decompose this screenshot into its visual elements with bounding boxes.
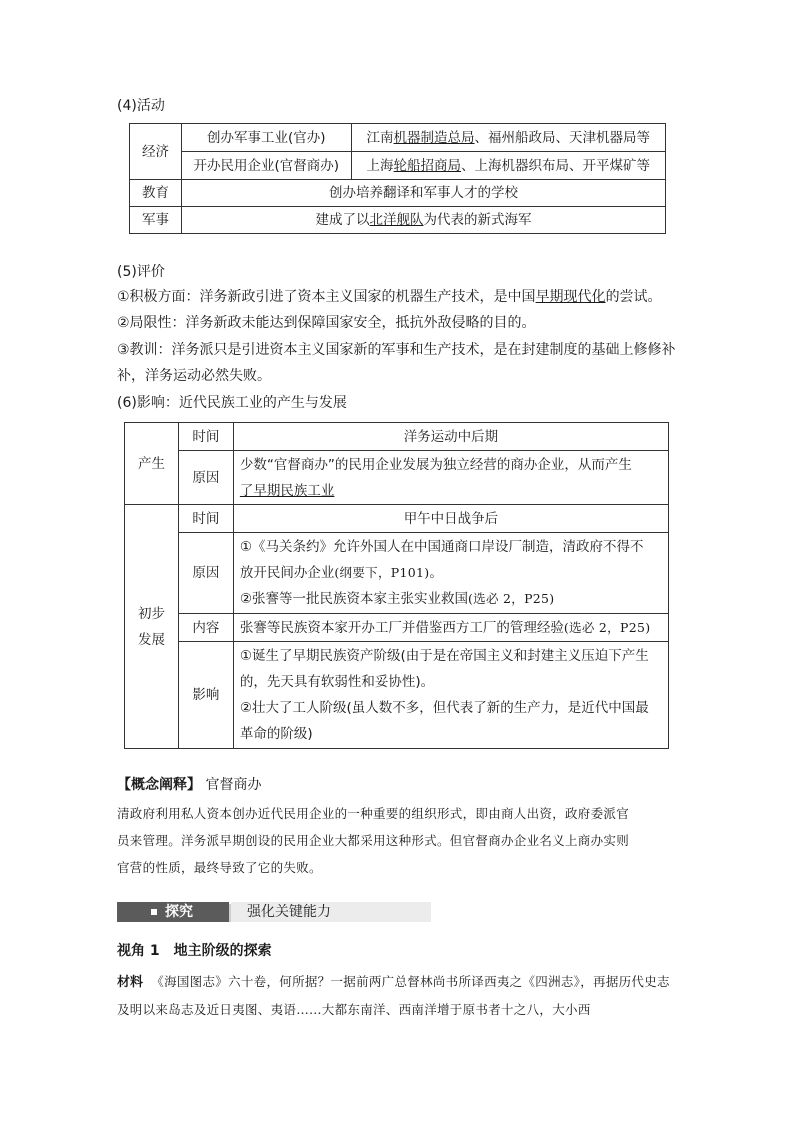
- view-1-heading: 视角 1 地主阶级的探索: [117, 943, 272, 959]
- development-content-label: 内容: [178, 614, 233, 642]
- military-industry-examples: 江南机器制造总局、福州船政局、天津机器局等: [351, 124, 665, 152]
- banner-explore: 探究: [165, 904, 193, 920]
- banner-square-icon: [151, 909, 157, 915]
- concept-label: 【概念阐释】: [117, 777, 201, 793]
- military-label: 军事: [130, 207, 182, 234]
- concept-term: 官督商办: [205, 777, 262, 793]
- development-label: [125, 505, 179, 749]
- education-label: 教育: [130, 180, 182, 207]
- national-industry-table: [124, 422, 669, 749]
- development-time-label: 时间: [178, 505, 233, 533]
- section-5-heading: (5)评价: [117, 264, 165, 280]
- concept-heading: [117, 775, 261, 795]
- education-text: 创办培养翻译和军事人才的学校: [181, 180, 665, 207]
- birth-reason: 少数“官督商办”的民用企业发展为独立经营的商办企业，从而产生 了早期民族工业: [233, 451, 668, 505]
- material-label: 材料: [117, 975, 144, 990]
- development-reason: ①《马关条约》允许外国人在中国通商口岸设厂制造，清政府不得不 放开民间办企业(纲要下，P101)。 ②张謇等一批民族资本家主张实业救国(选必 2，P25): [233, 533, 668, 614]
- activities-table: [129, 123, 666, 234]
- material-paragraph: [117, 968, 682, 1024]
- development-content: 张謇等民族资本家开办工厂并借鉴西方工厂的管理经验(选必 2，P25): [233, 614, 668, 642]
- development-reason-label: 原因: [178, 533, 233, 614]
- section-4-heading: (4)活动: [117, 98, 165, 114]
- birth-reason-label: 原因: [178, 451, 233, 505]
- birth-label: 产生: [125, 423, 179, 505]
- civil-industry-examples: 上海轮船招商局、上海机器织布局、开平煤矿等: [351, 152, 665, 180]
- concept-line-3: 官营的性质，最终导致了它的失败。: [117, 860, 322, 875]
- development-time: 甲午中日战争后: [233, 505, 668, 533]
- birth-time: 洋务运动中后期: [233, 423, 668, 451]
- evaluation-positive: ①积极方面：洋务新政引进了资本主义国家的机器生产技术，是中国早期现代化的尝试。: [117, 289, 662, 305]
- evaluation-lesson-line2: 补，洋务运动必然失败。: [117, 368, 271, 384]
- economy-label: 经济: [130, 124, 182, 180]
- development-label-text: 初步发展: [137, 605, 165, 648]
- section-6-heading: (6)影响：近代民族工业的产生与发展: [117, 395, 347, 411]
- evaluation-limitation: ②局限性：洋务新政未能达到保障国家安全，抵抗外敌侵略的目的。: [117, 315, 536, 331]
- section-banner: [117, 900, 432, 926]
- concept-line-1: 清政府利用私人资本创办近代民用企业的一种重要的组织形式，即由商人出资，政府委派官: [117, 806, 630, 821]
- civil-industry-cell: 开办民用企业(官督商办): [181, 152, 351, 180]
- birth-time-label: 时间: [178, 423, 233, 451]
- banner-key-ability: 强化关键能力: [247, 904, 331, 920]
- evaluation-lesson-line1: ③教训：洋务派只是引进资本主义国家新的军事和生产技术，是在封建制度的基础上修修补: [117, 342, 676, 358]
- impact-text: ①诞生了早期民族资产阶级(由于是在帝国主义和封建主义压迫下产生 的，先天具有软弱性和妥协性)。 ②壮大了工人阶级(虽人数不多，但代表了新的生产力，是近代中国最 革命的阶级): [233, 642, 668, 749]
- military-industry-cell: 创办军事工业(官办): [181, 124, 351, 152]
- military-text: 建成了以北洋舰队为代表的新式海军: [181, 207, 665, 234]
- concept-line-2: 员来管理。洋务派早期创设的民用企业大都采用这种形式。但官督商办企业名义上商办实则: [117, 833, 630, 848]
- impact-label: 影响: [178, 642, 233, 749]
- material-text: 《海国图志》六十卷，何所据？一据前两广总督林尚书所译西夷之《四洲志》，再据历代史志及明以来岛志及近日夷图、夷语……大都东南洋、西南洋增于原书者十之八，大小西: [117, 974, 670, 1017]
